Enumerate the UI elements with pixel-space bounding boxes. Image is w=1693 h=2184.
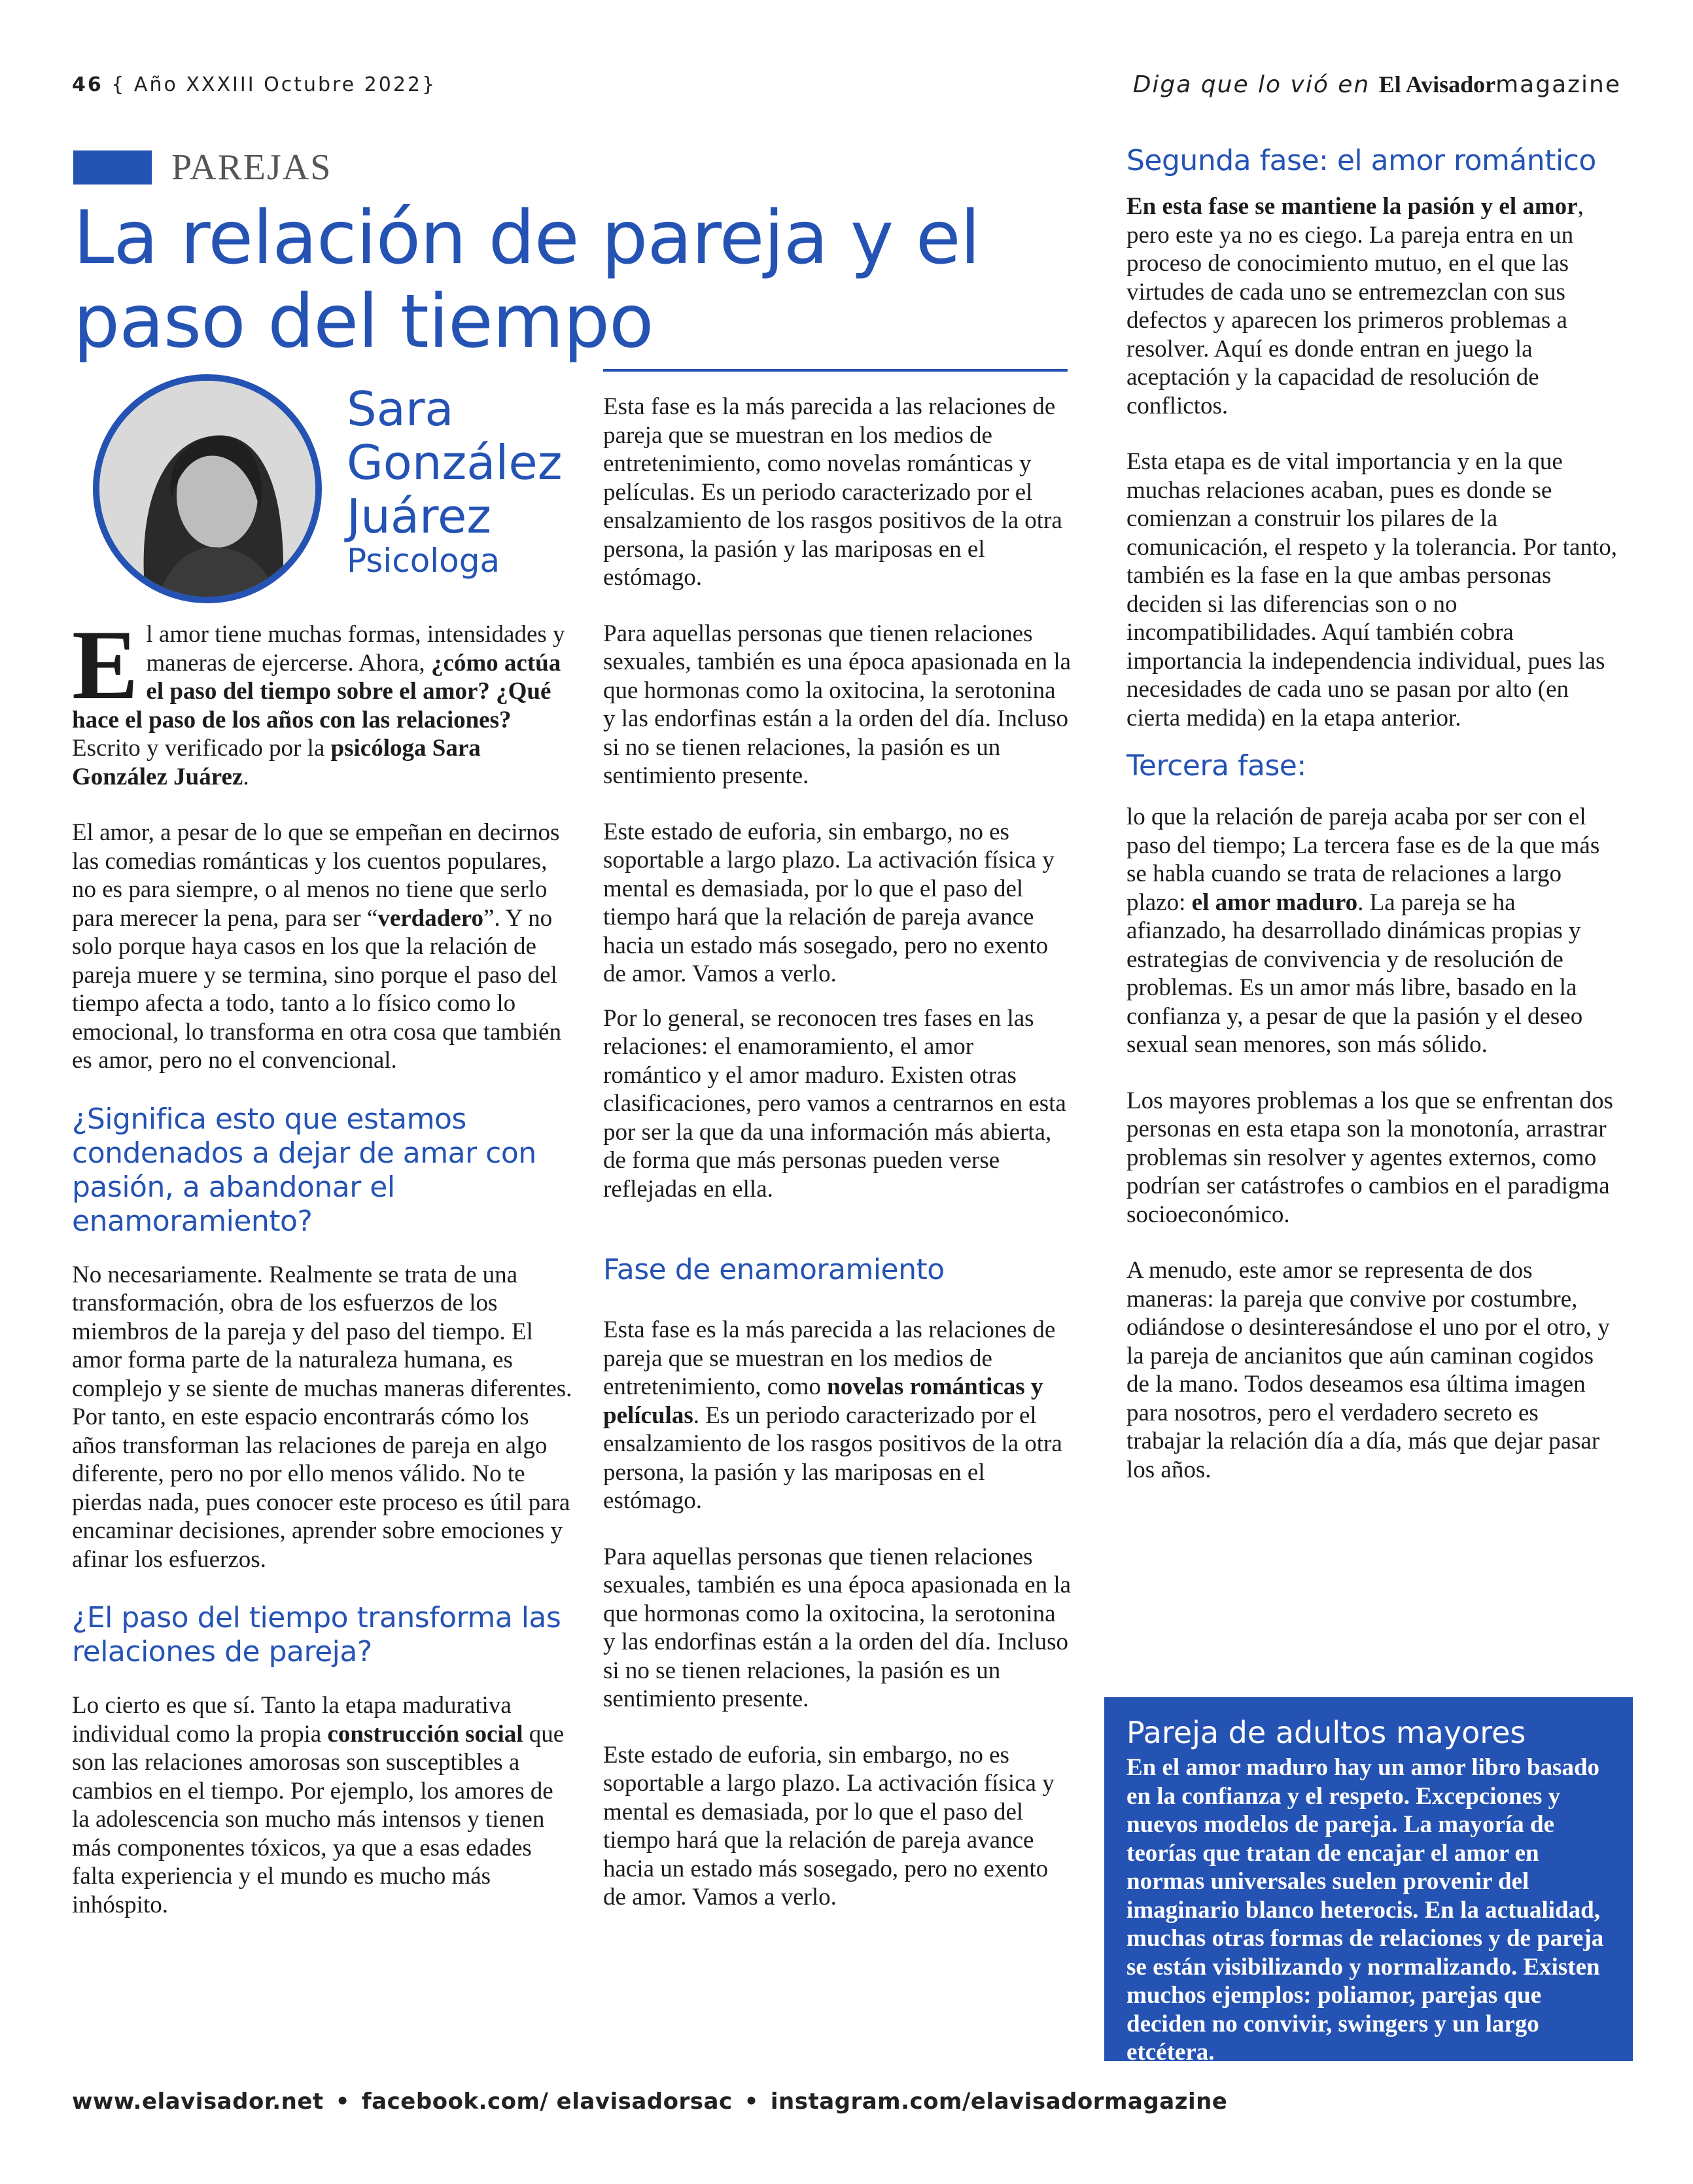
intro-byline: Escrito y verificado por la (72, 735, 331, 762)
author-name-line3: Juárez (347, 489, 492, 544)
author-portrait-icon (99, 381, 315, 597)
page-footer (72, 2088, 1227, 2115)
footer-separator: • (335, 2088, 350, 2115)
paragraph: Para aquellas personas que tienen relaciones sexuales, también es una época apasionada en la que hormonas como la oxitocina, la serotonina y las endorfinas están a la orden del día. Incluso si no se tienen relaciones, la pasión es un sentimiento presente. (603, 1543, 1072, 1712)
paragraph: Por lo general, se reconocen tres fases en las relaciones: el enamoramiento, el amor romántico y el amor maduro. Existen otras clasificaciones, pero vamos a centrarnos en esta por ser la que da una información más abierta, de forma que más personas pueden verse reflejadas en ella. (603, 1004, 1066, 1203)
paragraph-bold: novelas románticas y películas (603, 1373, 1043, 1429)
footer-facebook-link[interactable]: facebook.com/ elavisadorsac (361, 2088, 733, 2115)
paragraph-text: lo que la relación de pareja acaba por ser con el paso del tiempo; La tercera fase es de la que más se habla cuando se trata de relaciones a largo plazo: (1126, 803, 1600, 916)
subheading-transforma: ¿El paso del tiempo transforma las relaciones de pareja? (72, 1601, 561, 1668)
article-column-3 (1126, 144, 1617, 1511)
paragraph (72, 819, 576, 1075)
intro-paragraph (72, 610, 576, 791)
sidebar-text: En el amor maduro hay un amor libro basado en la confianza y el respeto. Excepciones y nuevos modelos de pareja. La mayoría de teorías que tratan de encajar el amor en normas universales suelen provenir del imaginario blanco heterocis. En la actualidad, muchas otras formas de relaciones y de pareja se están visibilizando y normalizando. Existen muchos ejemplos: poliamor, parejas que deciden no convivir, swingers y un largo etcétera. (1126, 1754, 1604, 2066)
subheading-significa: ¿Significa esto que estamos condenados a dejar de amar con pasión, a abandonar el enamoramiento? (72, 1102, 536, 1238)
paragraph: Esta fase es la más parecida a las relaciones de pareja que se muestran en los medios de entretenimiento, como novelas románticas y películas. Es un periodo caracterizado por el ensalzamiento de los rasgos positivos de la otra persona, la pasión y las mariposas en el estómago. (603, 393, 1062, 591)
paragraph: Para aquellas personas que tienen relaciones sexuales, también es una época apasionada en la que hormonas como la oxitocina, la serotonina y las endorfinas están a la orden del día. Incluso si no se tienen relaciones, la pasión es un sentimiento presente. (603, 620, 1072, 789)
subheading-fase-enamoramiento: Fase de enamoramiento (603, 1253, 945, 1286)
subheading-tercera-fase: Tercera fase: (1126, 749, 1306, 783)
paragraph-text: . Es un periodo caracterizado por el ensalzamiento de los rasgos positivos de la otra persona, la pasión y las mariposas en el estómago. (603, 1401, 1062, 1514)
paragraph: Este estado de euforia, sin embargo, no es soportable a largo plazo. La activación física y mental es demasiada, por lo que el paso del tiempo hará que la relación de pareja avance hacia un estado más sosegado, pero no exento de amor. Vamos a verlo. (603, 818, 1055, 987)
footer-website-link[interactable]: www.elavisador.net (72, 2088, 324, 2115)
author-name-line1: Sara (347, 381, 454, 436)
page-header-issue (72, 73, 436, 96)
intro-text: l amor tiene muchas formas, intensidades y maneras de ejercerse. Ahora, (146, 621, 565, 677)
paragraph: Esta etapa es de vital importancia y en la que muchas relaciones acaban, pues es donde se comienzan a construir los pilares de la comunicación, el respeto y la tolerancia. Por tanto, también es la fase en la que ambas personas deciden si las diferencias son o no incompatibilidades. Aquí también cobra importancia la independencia individual, pues las necesidades de cada uno se pasan por alto (en cierta medida) en la etapa anterior. (1126, 448, 1618, 731)
drop-cap: E (72, 610, 139, 720)
paragraph-bold: el amor maduro (1191, 889, 1358, 916)
paragraph-bold: En esta fase se mantiene la pasión y el amor (1126, 193, 1578, 220)
author-name-line2: González (347, 435, 563, 490)
subheading-segunda-fase: Segunda fase: el amor romántico (1126, 144, 1596, 177)
paragraph: A menudo, este amor se representa de dos maneras: la pareja que convive por costumbre, odiándose o desinteresándose el uno por el otro, y la pareja de ancianitos que aún caminan cogidos de la mano. Todos deseamos esa última imagen para nosotros, pero el verdadero secreto es trabajar la relación día a día, más que dejar pasar los años. (1126, 1257, 1610, 1483)
sidebar-box (1104, 1697, 1633, 2066)
issue-date: { Año XXXIII Octubre 2022} (111, 73, 437, 96)
paragraph (603, 1316, 1072, 1515)
paragraph-bold: construcción social (327, 1720, 523, 1748)
author-photo (93, 374, 322, 603)
paragraph (72, 1691, 576, 1919)
header-tagline: Diga que lo vió en (1132, 71, 1370, 98)
paragraph-text: Lo cierto es que sí. Tanto la etapa madurativa individual como la propia (72, 1692, 512, 1748)
article-column-2 (603, 393, 1072, 1939)
column-divider-rule (603, 369, 1068, 372)
footer-separator: • (744, 2088, 759, 2115)
author-role: Psicologa (347, 542, 500, 580)
brand-suffix: magazine (1495, 71, 1621, 98)
paragraph (1126, 192, 1617, 420)
intro-end: . (243, 763, 249, 790)
page-number: 46 (72, 73, 103, 96)
paragraph-text: El amor, a pesar de lo que se empeñan en decirnos las comedias románticas y los cuentos populares, no es para siempre, o al menos no tiene que serlo para merecer la pena, para ser “ (72, 819, 560, 932)
paragraph: No necesariamente. Realmente se trata de una transformación, obra de los esfuerzos de los miembros de la pareja y del paso del tiempo. El amor forma parte de la naturaleza humana, es complejo y se siente de muchas maneras diferentes. Por tanto, en este espacio encontrarás cómo los años transforman las relaciones de pareja en algo diferente, pero no por ello menos válido. No te pierdas nada, pues conocer este proceso es útil para encaminar decisiones, aprender sobre emociones y afinar los esfuerzos. (72, 1261, 572, 1573)
section-label: PAREJAS (171, 147, 332, 188)
paragraph-text: . La pareja se ha afianzado, ha desarrollado dinámicas propias y estrategias de convivencia y de resolución de problemas. Es un amor más libre, basado en la confianza y, a pesar de que la pasión y el deseo sexual sean menores, son más sólido. (1126, 889, 1583, 1058)
intro-question: ¿cómo actúa el paso del tiempo sobre el amor? ¿Qué hace el paso de los años con las relaciones? (72, 649, 561, 733)
paragraph-bold: verdadero (377, 904, 483, 932)
brand-logo: El Avisador (1378, 71, 1496, 97)
sidebar-title: Pareja de adultos mayores (1126, 1715, 1526, 1750)
intro-author: psicóloga Sara González Juárez (72, 735, 481, 790)
paragraph: Los mayores problemas a los que se enfrentan dos personas en esta etapa son la monotonía, arrastrar problemas sin resolver y agentes externos, como podrían ser catástrofes o cambios en el paradigma socioeconómico. (1126, 1087, 1613, 1228)
paragraph: Este estado de euforia, sin embargo, no es soportable a largo plazo. La activación física y mental es demasiada, por lo que el paso del tiempo hará que la relación de pareja avance hacia un estado más sosegado, pero no exento de amor. Vamos a verlo. (603, 1741, 1055, 1911)
paragraph (1126, 803, 1617, 1059)
article-title: La relación de pareja y el paso del tiempo (73, 196, 980, 364)
author-name (347, 382, 562, 543)
page-header-brand (1133, 71, 1621, 98)
paragraph-text: ”. Y no solo porque haya casos en los que la relación de pareja muere y se termina, sino porque el paso del tiempo afecta a todo, tanto a lo físico como lo emocional, lo transforma en otra cosa que también es amor, pero no el convencional. (72, 904, 561, 1074)
article-column-1 (72, 610, 576, 1946)
paragraph-text: que son las relaciones amorosas son susceptibles a cambios en el tiempo. Por ejemplo, los amores de la adolescencia son mucho más intensos y tienen más componentes tóxicos, ya que a esas edades falta experiencia y el mundo es mucho más inhóspito. (72, 1720, 565, 1918)
paragraph-text: Esta fase es la más parecida a las relaciones de pareja que se muestran en los medios de entretenimiento, como (603, 1316, 1056, 1400)
section-bar (73, 150, 152, 185)
footer-instagram-link[interactable]: instagram.com/elavisadormagazine (770, 2088, 1228, 2115)
paragraph-text: , pero este ya no es ciego. La pareja entra en un proceso de conocimiento mutuo, en el que las virtudes de cada uno se entremezclan con sus defectos y aparecen los primeros problemas a resolver. Aquí es donde entran en juego la aceptación y la capacidad de resolución de conflictos. (1126, 193, 1584, 419)
